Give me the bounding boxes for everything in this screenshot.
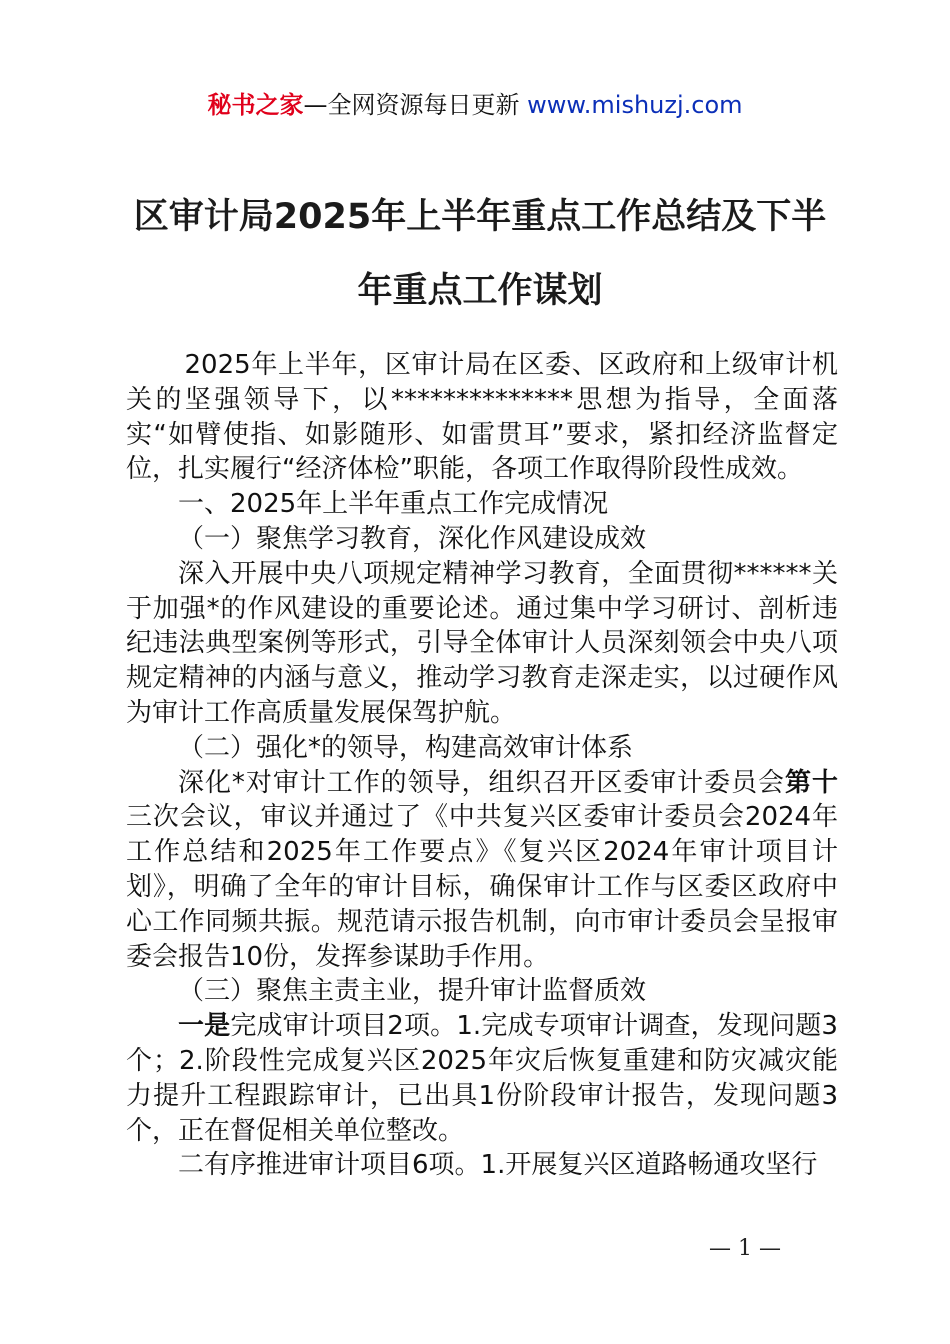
brand-name: 秘书之家 — [207, 91, 304, 119]
paragraph-3-bold: 一是 — [178, 1011, 231, 1042]
title-line-1: 区审计局2025年上半年重点工作总结及下半 — [133, 197, 827, 237]
paragraph-2 — [126, 766, 838, 975]
site-url[interactable]: www.mishuzj.com — [519, 91, 743, 119]
page-number: — 1 — — [709, 1236, 781, 1261]
paragraph-1: 深入开展中央八项规定精神学习教育，全面贯彻******关于加强*的作风建设的重要论述。通过集中学习研讨、剖析违纪违法典型案例等形式，引导全体审计人员深刻领会中央八项规定精神的内涵与意义，推动学习教育走深走实，以过硬作风为审计工作高质量发展保驾护航。 — [126, 558, 838, 728]
paragraph-2-part-b: 三次会议，审议并通过了《中共复兴区委审计委员会2024年工作总结和2025年工作要点》《复兴区2024年审计项目计划》，明确了全年的审计目标，确保审计工作与区委区政府中心工作同频共振。规范请示报告机制，向市审计委员会呈报审委会报告10份，发挥参谋助手作用。 — [126, 802, 838, 972]
paragraph-4: 二有序推进审计项目6项。1.开展复兴区道路畅通攻坚行 — [178, 1150, 818, 1181]
paragraph-2-bold: 第十 — [785, 767, 838, 798]
document-title — [120, 180, 840, 328]
header-tagline: —全网资源每日更新 — [303, 91, 520, 119]
intro-paragraph: 2025年上半年，区审计局在区委、区政府和上级审计机关的坚强领导下，以**************思想为指导，全面落实“如臂使指、如影随形、如雷贯耳”要求，紧扣经济监督定位，扎实履行“经济体检”职能，各项工作取得阶段性成效。 — [126, 350, 838, 485]
title-line-2: 年重点工作谋划 — [357, 271, 603, 311]
subheading-1: （一）聚焦学习教育，深化作风建设成效 — [178, 523, 647, 554]
paragraph-3-text: 完成审计项目2项。1.完成专项审计调查，发现问题3个；2.阶段性完成复兴区2025年灾后恢复重建和防灾减灾能力提升工程跟踪审计，已出具1份阶段审计报告，发现问题3个，正在督促相关单位整改。 — [126, 1011, 838, 1146]
paragraph-3 — [126, 1009, 838, 1148]
subheading-3: （三）聚焦主责主业，提升审计监督质效 — [178, 976, 647, 1007]
subheading-2: （二）强化*的领导，构建高效审计体系 — [178, 732, 634, 763]
section-heading-1: 一、2025年上半年重点工作完成情况 — [178, 489, 609, 520]
paragraph-2-part-a: 深化*对审计工作的领导，组织召开区委审计委员会 — [178, 767, 786, 798]
site-header — [0, 88, 950, 122]
document-body — [126, 348, 838, 1183]
